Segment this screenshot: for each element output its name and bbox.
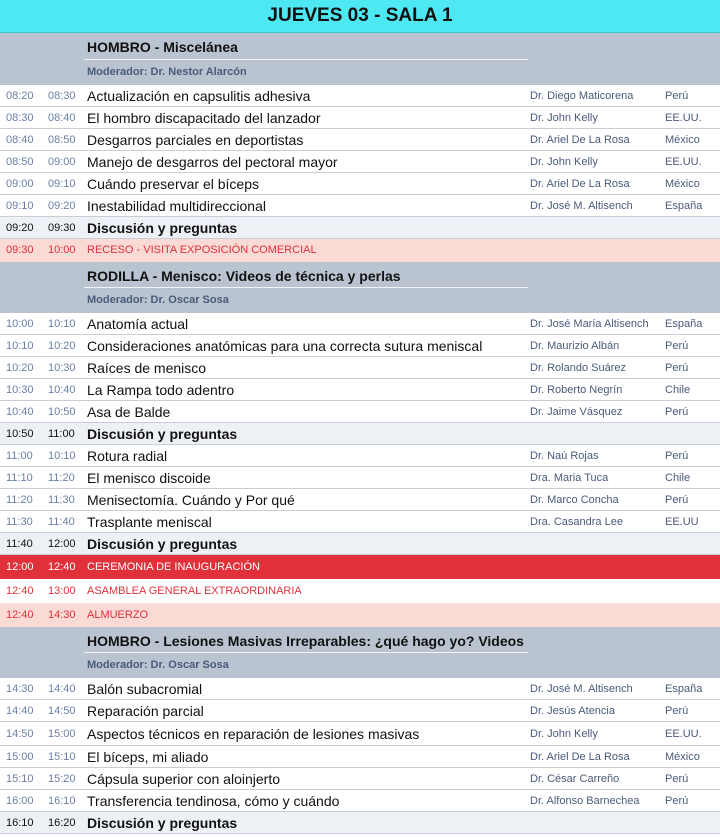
speaker-country: Perú bbox=[665, 90, 689, 102]
start-time: 11:30 bbox=[6, 516, 33, 528]
start-time: 11:00 bbox=[6, 450, 33, 462]
speaker-name: Dr. Ariel De La Rosa bbox=[530, 751, 630, 763]
talk-title: Inestabilidad multidireccional bbox=[87, 198, 266, 214]
speaker-name: Dr. Diego Maticorena bbox=[530, 90, 634, 102]
end-time: 10:50 bbox=[48, 406, 76, 418]
speaker-country: Perú bbox=[665, 406, 689, 418]
start-time: 08:30 bbox=[6, 112, 34, 124]
speaker-country: España bbox=[665, 683, 703, 695]
session-row bbox=[0, 722, 720, 746]
section-moderator: Moderador: Dr. Nestor Alarcón bbox=[87, 66, 247, 78]
speaker-country: Perú bbox=[665, 773, 689, 785]
session-row bbox=[0, 357, 720, 379]
speaker-country: EE.UU bbox=[665, 516, 699, 528]
start-time: 14:40 bbox=[6, 705, 34, 717]
speaker-country: México bbox=[665, 751, 700, 763]
speaker-name: Dr. Alfonso Barnechea bbox=[530, 795, 640, 807]
end-time: 15:20 bbox=[48, 773, 76, 785]
session-row bbox=[0, 467, 720, 489]
end-time: 11:20 bbox=[48, 472, 75, 484]
speaker-name: Dr. John Kelly bbox=[530, 156, 598, 168]
speaker-country: España bbox=[665, 318, 703, 330]
session-row bbox=[0, 335, 720, 357]
section-title: HOMBRO - Miscelánea bbox=[87, 39, 238, 55]
end-time: 11:30 bbox=[48, 494, 75, 506]
talk-title: Raíces de menisco bbox=[87, 360, 207, 376]
talk-title: Discusión y preguntas bbox=[87, 815, 238, 831]
end-time: 11:00 bbox=[48, 428, 75, 440]
session-row bbox=[0, 129, 720, 151]
end-time: 14:50 bbox=[48, 705, 76, 717]
start-time: 09:00 bbox=[6, 178, 34, 190]
talk-title: Reparación parcial bbox=[87, 703, 204, 719]
speaker-name: Dr. Maurizio Albán bbox=[530, 340, 620, 352]
start-time: 10:10 bbox=[6, 340, 34, 352]
speaker-country: Perú bbox=[665, 705, 689, 717]
speaker-name: Dra. Casandra Lee bbox=[530, 516, 623, 528]
break-label: RECESO - VISITA EXPOSICIÓN COMERCIAL bbox=[87, 244, 317, 256]
speaker-country: España bbox=[665, 200, 703, 212]
start-time: 09:20 bbox=[6, 222, 34, 234]
end-time: 09:20 bbox=[48, 200, 76, 212]
talk-title: Menisectomía. Cuándo y Por qué bbox=[87, 492, 295, 508]
end-time: 16:20 bbox=[48, 817, 76, 829]
discussion-row bbox=[0, 533, 720, 555]
session-row bbox=[0, 195, 720, 217]
start-time: 09:10 bbox=[6, 200, 34, 212]
session-row bbox=[0, 790, 720, 812]
speaker-name: Dr. John Kelly bbox=[530, 728, 598, 740]
speaker-country: México bbox=[665, 134, 700, 146]
speaker-name: Dra. Maria Tuca bbox=[530, 472, 609, 484]
session-row bbox=[0, 107, 720, 129]
start-time: 09:30 bbox=[6, 244, 34, 256]
end-time: 13:00 bbox=[48, 585, 76, 597]
end-time: 14:30 bbox=[48, 609, 76, 621]
speaker-country: Chile bbox=[665, 472, 691, 484]
speaker-country: Perú bbox=[665, 362, 689, 374]
speaker-country: Perú bbox=[665, 340, 689, 352]
start-time: 08:50 bbox=[6, 156, 34, 168]
discussion-row bbox=[0, 217, 720, 239]
break-row bbox=[0, 239, 720, 262]
end-time: 12:00 bbox=[48, 538, 76, 550]
start-time: 08:20 bbox=[6, 90, 34, 102]
start-time: 15:10 bbox=[6, 773, 34, 785]
end-time: 15:10 bbox=[48, 751, 76, 763]
section-divider bbox=[84, 652, 528, 653]
break-label: ASAMBLEA GENERAL EXTRAORDINARIA bbox=[87, 585, 302, 597]
talk-title: Balón subacromial bbox=[87, 681, 203, 697]
talk-title: Trasplante meniscal bbox=[87, 514, 212, 530]
session-row bbox=[0, 746, 720, 768]
session-row bbox=[0, 678, 720, 700]
end-time: 09:30 bbox=[48, 222, 76, 234]
session-row bbox=[0, 445, 720, 467]
end-time: 11:40 bbox=[48, 516, 75, 528]
section-moderator: Moderador: Dr. Oscar Sosa bbox=[87, 294, 229, 306]
start-time: 12:40 bbox=[6, 585, 34, 597]
session-row bbox=[0, 489, 720, 511]
session-row bbox=[0, 379, 720, 401]
speaker-country: Perú bbox=[665, 795, 689, 807]
talk-title: Transferencia tendinosa, cómo y cuándo bbox=[87, 793, 340, 809]
start-time: 11:20 bbox=[6, 494, 33, 506]
break-label: CEREMONIA DE INAUGURACIÓN bbox=[87, 561, 260, 573]
start-time: 16:10 bbox=[6, 817, 34, 829]
end-time: 09:00 bbox=[48, 156, 76, 168]
page-title: JUEVES 03 - SALA 1 bbox=[0, 0, 720, 33]
end-time: 08:50 bbox=[48, 134, 76, 146]
end-time: 09:10 bbox=[48, 178, 76, 190]
start-time: 10:50 bbox=[6, 428, 34, 440]
end-time: 14:40 bbox=[48, 683, 76, 695]
talk-title: Anatomía actual bbox=[87, 316, 189, 332]
session-row bbox=[0, 313, 720, 335]
speaker-country: México bbox=[665, 178, 700, 190]
speaker-name: Dr. John Kelly bbox=[530, 112, 598, 124]
end-time: 10:40 bbox=[48, 384, 76, 396]
discussion-row bbox=[0, 812, 720, 834]
speaker-name: Dr. César Carreño bbox=[530, 773, 620, 785]
talk-title: Manejo de desgarros del pectoral mayor bbox=[87, 154, 338, 170]
talk-title: Cuándo preservar el bíceps bbox=[87, 176, 259, 192]
speaker-country: EE.UU. bbox=[665, 728, 702, 740]
start-time: 12:00 bbox=[6, 561, 34, 573]
section-divider bbox=[84, 287, 528, 288]
talk-title: Aspectos técnicos en reparación de lesiones masivas bbox=[87, 726, 420, 742]
start-time: 12:40 bbox=[6, 609, 34, 621]
end-time: 12:40 bbox=[48, 561, 76, 573]
speaker-name: Dr. José M. Altisench bbox=[530, 683, 633, 695]
speaker-country: EE.UU. bbox=[665, 156, 702, 168]
discussion-row bbox=[0, 423, 720, 445]
start-time: 11:40 bbox=[6, 538, 33, 550]
start-time: 10:00 bbox=[6, 318, 34, 330]
break-row bbox=[0, 555, 720, 579]
end-time: 08:30 bbox=[48, 90, 76, 102]
speaker-country: Perú bbox=[665, 494, 689, 506]
section-divider bbox=[84, 59, 528, 60]
speaker-name: Dr. Jesús Atencia bbox=[530, 705, 615, 717]
start-time: 16:00 bbox=[6, 795, 34, 807]
session-row bbox=[0, 85, 720, 107]
break-row bbox=[0, 579, 720, 603]
break-label: ALMUERZO bbox=[87, 609, 149, 621]
talk-title: Desgarros parciales en deportistas bbox=[87, 132, 304, 148]
talk-title: El menisco discoide bbox=[87, 470, 211, 486]
break-row bbox=[0, 603, 720, 627]
end-time: 10:30 bbox=[48, 362, 76, 374]
talk-title: Cápsula superior con aloinjerto bbox=[87, 771, 280, 787]
start-time: 14:50 bbox=[6, 728, 34, 740]
talk-title: Rotura radial bbox=[87, 448, 168, 464]
speaker-country: EE.UU. bbox=[665, 112, 702, 124]
start-time: 15:00 bbox=[6, 751, 34, 763]
start-time: 08:40 bbox=[6, 134, 34, 146]
start-time: 10:20 bbox=[6, 362, 34, 374]
speaker-name: Dr. Ariel De La Rosa bbox=[530, 134, 630, 146]
end-time: 10:20 bbox=[48, 340, 76, 352]
speaker-name: Dr. Jaime Vásquez bbox=[530, 406, 623, 418]
talk-title: El bíceps, mi aliado bbox=[87, 749, 209, 765]
speaker-name: Dr. Marco Concha bbox=[530, 494, 619, 506]
session-row bbox=[0, 768, 720, 790]
start-time: 10:30 bbox=[6, 384, 34, 396]
end-time: 16:10 bbox=[48, 795, 76, 807]
section-title: RODILLA - Menisco: Videos de técnica y perlas bbox=[87, 268, 401, 284]
talk-title: Actualización en capsulitis adhesiva bbox=[87, 88, 311, 104]
session-row bbox=[0, 401, 720, 423]
end-time: 10:10 bbox=[48, 450, 76, 462]
section-title: HOMBRO - Lesiones Masivas Irreparables: ¿qué hago yo? Videos bbox=[87, 633, 524, 649]
session-row bbox=[0, 511, 720, 533]
end-time: 10:10 bbox=[48, 318, 76, 330]
speaker-name: Dr. Roberto Negrín bbox=[530, 384, 623, 396]
talk-title: Asa de Balde bbox=[87, 404, 171, 420]
section-header bbox=[0, 627, 720, 678]
section-moderator: Moderador: Dr. Oscar Sosa bbox=[87, 659, 229, 671]
speaker-name: Dr. Naú Rojas bbox=[530, 450, 599, 462]
speaker-country: Perú bbox=[665, 450, 689, 462]
speaker-name: Dr. Ariel De La Rosa bbox=[530, 178, 630, 190]
session-row bbox=[0, 700, 720, 722]
talk-title: Discusión y preguntas bbox=[87, 536, 238, 552]
end-time: 15:00 bbox=[48, 728, 76, 740]
start-time: 11:10 bbox=[6, 472, 33, 484]
speaker-name: Dr. José María Altisench bbox=[530, 318, 649, 330]
session-row bbox=[0, 151, 720, 173]
speaker-name: Dr. José M. Altisench bbox=[530, 200, 633, 212]
section-header bbox=[0, 33, 720, 85]
talk-title: La Rampa todo adentro bbox=[87, 382, 235, 398]
talk-title: Discusión y preguntas bbox=[87, 220, 238, 236]
speaker-name: Dr. Rolando Suárez bbox=[530, 362, 626, 374]
end-time: 10:00 bbox=[48, 244, 76, 256]
section-header bbox=[0, 262, 720, 313]
speaker-country: Chile bbox=[665, 384, 691, 396]
session-row bbox=[0, 173, 720, 195]
talk-title: Discusión y preguntas bbox=[87, 426, 238, 442]
talk-title: Consideraciones anatómicas para una correcta sutura meniscal bbox=[87, 338, 483, 354]
talk-title: El hombro discapacitado del lanzador bbox=[87, 110, 321, 126]
start-time: 14:30 bbox=[6, 683, 34, 695]
end-time: 08:40 bbox=[48, 112, 76, 124]
start-time: 10:40 bbox=[6, 406, 34, 418]
